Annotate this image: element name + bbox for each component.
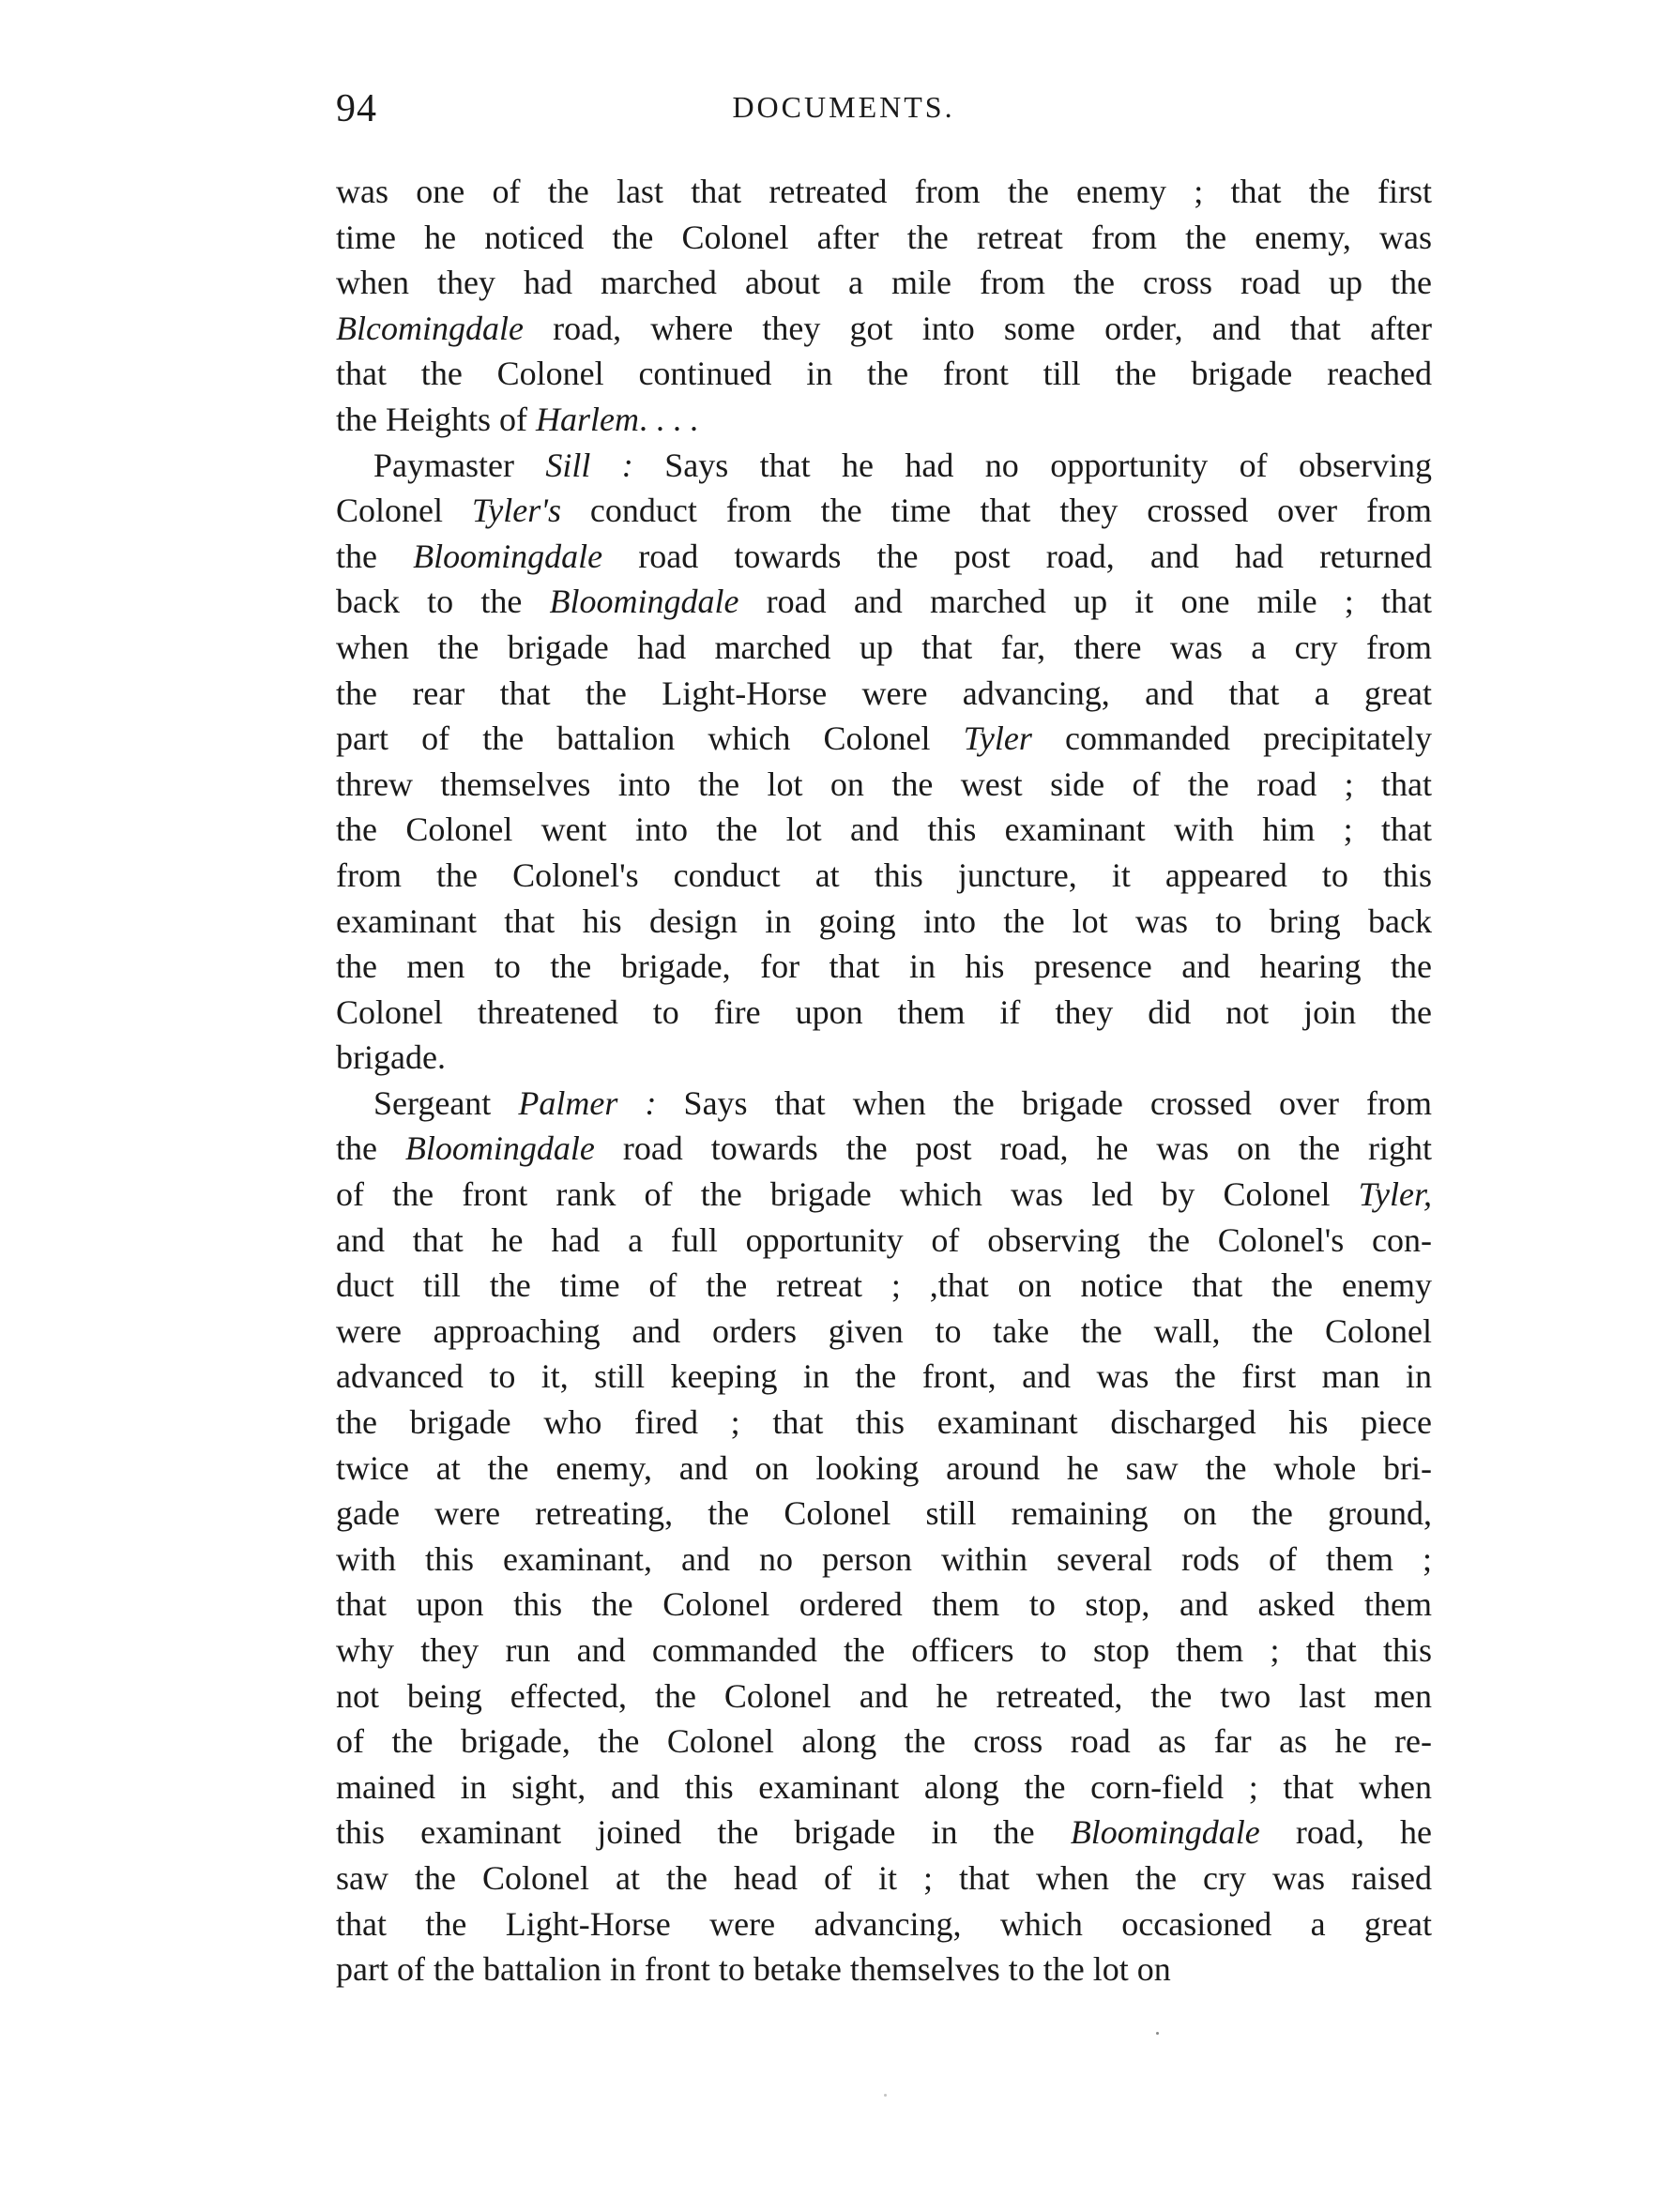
text-segment: of the front rank of the brigade which was led by Colonel [336, 1175, 1359, 1214]
text-segment: . . . . [638, 400, 698, 438]
text-segment: and that he had a full opportunity of observing the Colonel's con- [336, 1220, 1432, 1259]
text-line [336, 807, 1432, 853]
text-line [336, 1126, 1432, 1172]
text-segment: duct till the time of the retreat ; ,that on notice that the enemy [336, 1266, 1432, 1305]
italic-name: Palmer : [518, 1083, 657, 1122]
text-line [336, 1218, 1432, 1264]
text-segment: examinant that his design in going into the lot was to bring back [336, 901, 1432, 940]
text-segment: part of the battalion which Colonel [336, 720, 964, 758]
text-line [336, 1947, 1432, 1992]
text-segment: road towards the post road, and had returned [602, 537, 1433, 575]
italic-name: Sill : [545, 446, 633, 484]
page-number: 94 [336, 87, 377, 130]
text-segment: the men to the brigade, for that in his presence and hearing the [336, 947, 1432, 986]
text-line [336, 1400, 1432, 1446]
text-segment: not being effected, the Colonel and he retreated, the two last men [336, 1676, 1432, 1715]
text-segment: Colonel [336, 492, 472, 530]
text-line [336, 1263, 1432, 1309]
text-line [336, 1856, 1432, 1901]
italic-name: Bloomingdale [1070, 1813, 1260, 1852]
text-segment: part of the battalion in front to betake themselves to the lot on [336, 1950, 1171, 1989]
text-segment: commanded precipitately [1031, 720, 1432, 758]
text-line [336, 306, 1432, 352]
text-segment: Paymaster [373, 446, 546, 484]
text-line [336, 260, 1432, 306]
text-line [336, 625, 1432, 671]
text-segment: when they had marched about a mile from the cross road up the [336, 264, 1432, 302]
text-segment: Sergeant [373, 1083, 519, 1122]
text-segment: the rear that the Light-Horse were advancing, and that a great [336, 674, 1432, 712]
text-line [336, 534, 1432, 580]
text-line [336, 215, 1432, 261]
text-line [336, 443, 1432, 489]
text-segment: road towards the post road, he was on the right [594, 1129, 1433, 1168]
text-segment: Colonel threatened to fire upon them if they did not join the [336, 992, 1432, 1031]
text-segment: the brigade who fired ; that this examinant discharged his piece [336, 1403, 1432, 1442]
text-line [336, 1035, 1432, 1081]
text-line [336, 1901, 1432, 1947]
text-segment: road and marched up it one mile ; that [738, 583, 1432, 621]
text-line [336, 488, 1432, 534]
text-line [336, 1582, 1432, 1628]
text-segment: road, where they got into some order, and that after [523, 309, 1432, 347]
italic-name: Blcomingdale [336, 309, 524, 347]
text-segment: conduct from the time that they crossed over from [560, 492, 1432, 530]
text-line [336, 1674, 1432, 1720]
text-line [336, 1765, 1432, 1811]
text-segment: advanced to it, still keeping in the front, and was the first man in [336, 1357, 1432, 1396]
text-segment: twice at the enemy, and on looking around he saw the whole bri- [336, 1448, 1432, 1487]
italic-name: Tyler, [1358, 1175, 1432, 1214]
text-line [336, 351, 1432, 397]
text-line [336, 1172, 1432, 1218]
text-segment: mained in sight, and this examinant along the corn-field ; that when [336, 1767, 1432, 1806]
text-segment: when the brigade had marched up that far, there was a cry from [336, 628, 1432, 666]
text-segment: from the Colonel's conduct at this juncture, it appeared to this [336, 856, 1432, 894]
text-segment: brigade. [336, 1038, 446, 1077]
text-line [336, 1081, 1432, 1127]
text-segment: road, he [1259, 1813, 1432, 1852]
text-line [336, 990, 1432, 1036]
text-segment: the [336, 537, 414, 575]
text-segment: threw themselves into the lot on the west side of the road ; that [336, 765, 1432, 803]
text-line [336, 1628, 1432, 1674]
body-text [336, 169, 1432, 1992]
text-line [336, 1810, 1432, 1856]
text-segment: time he noticed the Colonel after the retreat from the enemy, was [336, 218, 1432, 256]
text-line [336, 1354, 1432, 1400]
text-segment: Says that he had no opportunity of observing [632, 446, 1432, 484]
text-line [336, 397, 1432, 443]
italic-name: Tyler [963, 720, 1032, 758]
text-segment: the [336, 1129, 405, 1168]
text-line [336, 853, 1432, 899]
text-segment: the Colonel went into the lot and this examinant with him ; that [336, 811, 1432, 849]
italic-name: Harlem [535, 400, 639, 438]
text-segment: why they run and commanded the officers to stop them ; that this [336, 1631, 1432, 1669]
text-segment: back to the [336, 583, 550, 621]
text-segment: of the brigade, the Colonel along the cross road as far as he re- [336, 1722, 1432, 1761]
text-segment: Says that when the brigade crossed over from [656, 1083, 1432, 1122]
text-line [336, 671, 1432, 717]
text-segment: the Heights of [336, 400, 536, 438]
text-segment: with this examinant, and no person within several rods of them ; [336, 1539, 1432, 1578]
text-segment: gade were retreating, the Colonel still remaining on the ground, [336, 1494, 1432, 1533]
text-segment: saw the Colonel at the head of it ; that when the cry was raised [336, 1858, 1432, 1897]
italic-name: Tyler's [471, 492, 561, 530]
scan-speck [1156, 2032, 1159, 2035]
text-segment: this examinant joined the brigade in the [336, 1813, 1071, 1852]
text-line [336, 169, 1432, 215]
italic-name: Bloomingdale [549, 583, 739, 621]
text-segment: that the Light-Horse were advancing, which occasioned a great [336, 1904, 1432, 1943]
italic-name: Bloomingdale [404, 1129, 595, 1168]
text-segment: that the Colonel continued in the front till the brigade reached [336, 355, 1432, 393]
text-line [336, 899, 1432, 945]
text-segment: were approaching and orders given to take the wall, the Colonel [336, 1311, 1432, 1350]
text-line [336, 762, 1432, 808]
text-line [336, 1537, 1432, 1583]
text-line [336, 579, 1432, 625]
text-line [336, 1719, 1432, 1765]
text-line [336, 1309, 1432, 1355]
text-line [336, 1491, 1432, 1537]
running-head: DOCUMENTS. [732, 90, 955, 124]
text-segment: was one of the last that retreated from the enemy ; that the first [336, 173, 1432, 210]
text-line [336, 1446, 1432, 1492]
scan-speck [884, 2094, 887, 2097]
italic-name: Bloomingdale [413, 537, 603, 575]
text-segment: that upon this the Colonel ordered them to stop, and asked them [336, 1585, 1432, 1624]
text-line [336, 944, 1432, 990]
text-line [336, 716, 1432, 762]
